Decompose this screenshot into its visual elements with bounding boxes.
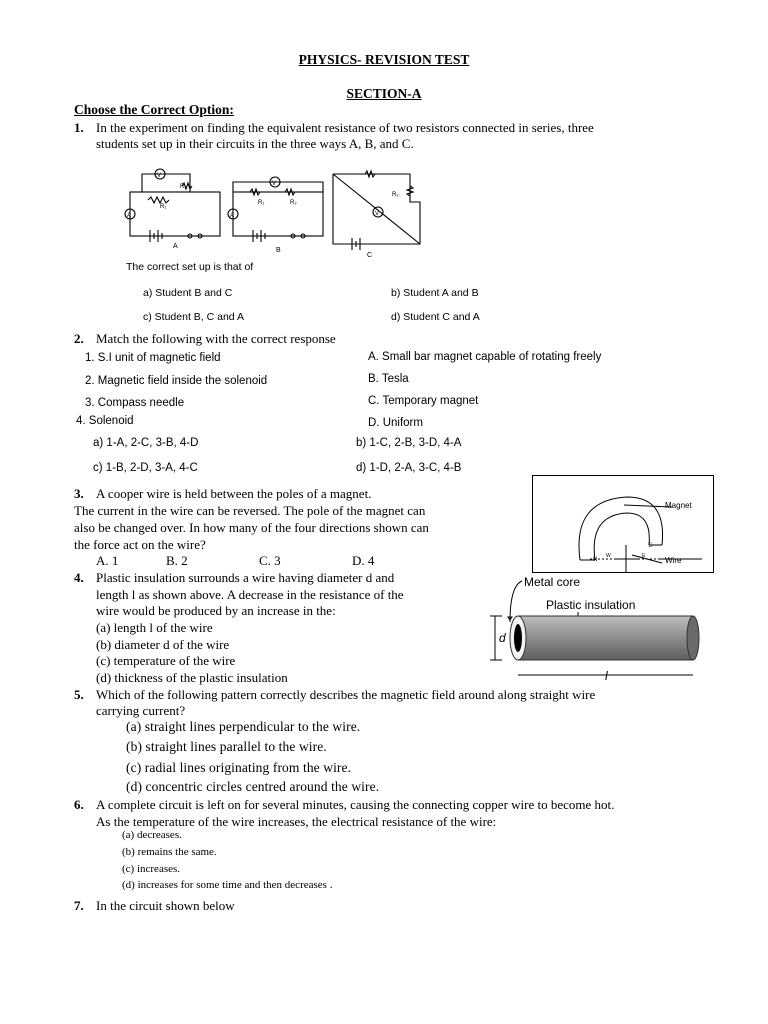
q5-option-b: (b) straight lines parallel to the wire. [126,739,327,754]
q3-option-d: D. 4 [352,553,375,568]
q5-number: 5. [74,687,84,702]
q4-option-d: (d) thickness of the plastic insulation [96,670,288,685]
section-heading: SECTION-A [346,86,422,101]
metal-core-end [514,624,522,652]
page-title: PHYSICS- REVISION TEST [298,52,470,67]
q2-left-4: 4. Solenoid [76,415,134,427]
q2-option-a: a) 1-A, 2-C, 3-B, 4-D [93,437,199,449]
q3-line4: the force act on the wire? [74,537,206,552]
q2-left-2: 2. Magnetic field inside the solenoid [85,375,268,387]
q1-option-a: a) Student B and C [143,287,233,299]
circuit-b-label: B [276,247,281,254]
instruction-heading: Choose the Correct Option: [74,102,234,117]
r1-label-a: R₁ [160,204,167,210]
circuit-a-loop [130,192,220,236]
pole-n-label: N [593,557,598,563]
q2-left-3: 3. Compass needle [85,397,185,409]
q2-option-b: b) 1-C, 2-B, 3-D, 4-A [356,437,462,449]
q5-option-a: (a) straight lines perpendicular to the wire. [126,719,361,734]
q4-option-c: (c) temperature of the wire [96,653,236,668]
insulation-label: Plastic insulation [546,598,636,612]
q4-wire-figure [488,572,700,682]
r2-label-b: R₂ [290,200,297,206]
r1-label-b: R₁ [258,200,265,206]
q7-text: In the circuit shown below [96,898,235,913]
q3-magnet-figure [532,475,714,573]
q2-option-c: c) 1-B, 2-D, 3-A, 4-C [93,462,198,474]
q4-number: 4. [74,570,84,585]
q3-option-a: A. 1 [96,553,119,568]
circuit-c-label: C [367,252,373,259]
diameter-label: d [499,631,506,645]
q1-text-line1: In the experiment on finding the equivalent resistance of two resistors connected in series, three [96,120,594,135]
q1-option-c: c) Student B, C and A [143,311,244,323]
q4-line3: wire would be produced by an increase in the: [96,603,336,618]
q1-option-b: b) Student A and B [391,287,479,299]
q7-number: 7. [74,898,84,913]
q4-option-b: (b) diameter d of the wire [96,637,230,652]
q3-line1: A cooper wire is held between the poles of a magnet. [96,486,372,501]
q1-circuit-figure [120,164,425,260]
q2-number: 2. [74,331,84,346]
q5-line1: Which of the following pattern correctly describes the magnetic field around along straight wire [96,687,596,702]
q1-option-d: d) Student C and A [391,311,480,323]
q6-option-d: (d) increases for some time and then decreases . [122,879,333,891]
ammeter-label-b: A [230,213,235,219]
ammeter-label-a: A [127,213,132,219]
q4-line2: length l as shown above. A decrease in the resistance of the [96,587,404,602]
q1-text-line2: students set up in their circuits in the three ways A, B, and C. [96,136,414,151]
q1-prompt: The correct set up is that of [126,261,254,273]
voltmeter-label-c: V [375,211,380,217]
magnet-label: Magnet [665,501,692,510]
r2-label-c: R₂ [392,192,399,198]
length-label: l [605,669,608,682]
dir-e-label: E [642,553,646,559]
q3-line2: The current in the wire can be reversed. The pole of the magnet can [74,503,426,518]
insulation-cylinder [518,616,693,660]
q2-right-c: C. Temporary magnet [368,395,479,407]
dir-w-label: W [606,553,611,559]
q6-option-c: (c) increases. [122,863,181,875]
wire-label: Wire [665,556,682,565]
metal-core-label: Metal core [524,575,581,589]
voltmeter-label-a: V [157,173,162,179]
q3-number: 3. [74,486,84,501]
q2-right-b: B. Tesla [368,373,409,385]
q6-number: 6. [74,797,84,812]
q5-option-d: (d) concentric circles centred around the wire. [126,779,380,794]
r2-label-a: R₂ [180,184,187,190]
q5-option-c: (c) radial lines originating from the wire. [126,760,352,775]
q3-option-c: C. 3 [259,553,281,568]
q6-line2: As the temperature of the wire increases, the electrical resistance of the wire: [96,814,497,829]
q2-option-d: d) 1-D, 2-A, 3-C, 4-B [356,462,462,474]
q6-line1: A complete circuit is left on for several minutes, causing the connecting copper wire to become hot. [96,797,615,812]
q4-option-a: (a) length l of the wire [96,620,213,635]
q2-right-a: A. Small bar magnet capable of rotating freely [368,351,602,363]
q2-left-1: 1. S.I unit of magnetic field [85,352,221,364]
q2-right-d: D. Uniform [368,417,423,429]
q5-line2: carrying current? [96,703,186,718]
q3-line3: also be changed over. In how many of the four directions shown can [74,520,429,535]
q2-text: Match the following with the correct response [96,331,336,346]
q4-line1: Plastic insulation surrounds a wire having diameter d and [96,570,395,585]
voltmeter-label-b: V [272,181,277,187]
circuit-a-label: A [173,243,178,250]
q1-number: 1. [74,120,84,135]
circuit-b-loop [233,192,323,236]
q6-option-a: (a) decreases. [122,829,182,841]
pole-s-label: S [648,543,653,549]
q3-option-b: B. 2 [166,553,188,568]
q6-option-b: (b) remains the same. [122,846,217,858]
